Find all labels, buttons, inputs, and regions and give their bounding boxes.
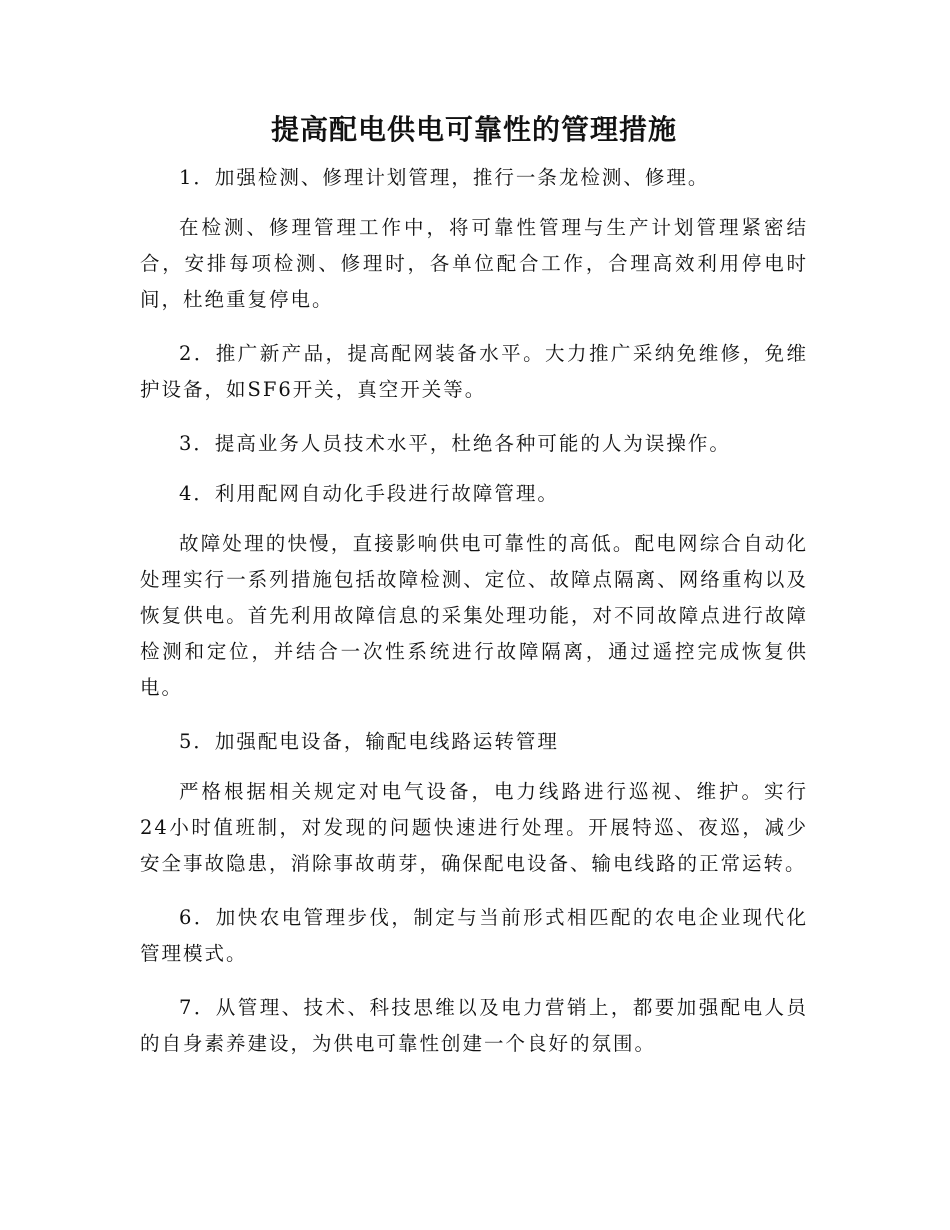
paragraph-item-7: 7．从管理、技术、科技思维以及电力营销上，都要加强配电人员的自身素养建设，为供电可靠性创建一个良好的氛围。	[140, 996, 808, 1055]
paragraph-body: 在检测、修理管理工作中，将可靠性管理与生产计划管理紧密结合，安排每项检测、修理时，各单位配合工作，合理高效利用停电时间，杜绝重复停电。	[140, 216, 808, 311]
document-title: 提高配电供电可靠性的管理措施	[270, 113, 677, 146]
paragraph-item-4: 4．利用配网自动化手段进行故障管理。	[179, 482, 559, 505]
paragraph-item-3: 3．提高业务人员技术水平，杜绝各种可能的人为误操作。	[179, 432, 731, 455]
paragraph-body: 故障处理的快慢，直接影响供电可靠性的高低。配电网综合自动化处理实行一系列措施包括故障检测、定位、故障点隔离、网络重构以及恢复供电。首先利用故障信息的采集处理功能，对不同故障点进行故障检测和定位，并结合一次性系统进行故障隔离，通过遥控完成恢复供电。	[140, 532, 808, 699]
paragraph-item-1: 1．加强检测、修理计划管理，推行一条龙检测、修理。	[179, 166, 710, 189]
paragraph-item-6: 6．加快农电管理步伐，制定与当前形式相匹配的农电企业现代化管理模式。	[140, 906, 808, 965]
paragraph-item-2: 2．推广新产品，提高配网装备水平。大力推广采纳免维修，免维护设备，如SF6开关，真空开关等。	[140, 342, 808, 401]
paragraph-body: 严格根据相关规定对电气设备，电力线路进行巡视、维护。实行24小时值班制，对发现的问题快速进行处理。开展特巡、夜巡，减少安全事故隐患，消除事故萌芽，确保配电设备、输电线路的正常运转。	[140, 780, 808, 875]
paragraph-item-5: 5．加强配电设备，输配电线路运转管理	[179, 730, 559, 753]
